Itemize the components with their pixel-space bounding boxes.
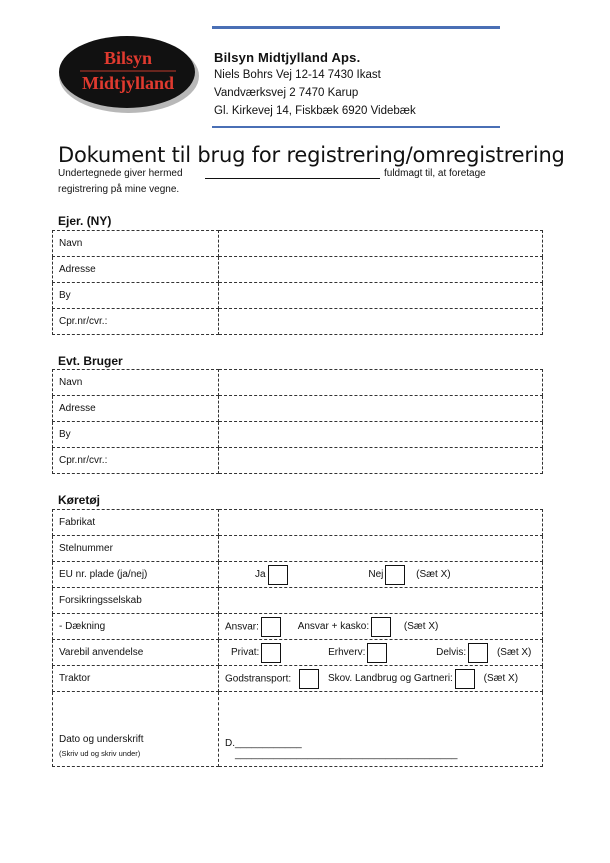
owner-label-address: Adresse bbox=[53, 257, 219, 283]
table-row bbox=[53, 231, 543, 257]
date-signature-label-cell bbox=[53, 692, 219, 767]
address-2: Vandværksvej 2 7470 Karup bbox=[214, 87, 359, 99]
van-business-label: Erhverv: bbox=[328, 647, 366, 659]
coverage-note: (Sæt X) bbox=[403, 621, 439, 633]
table-row bbox=[53, 510, 543, 536]
vehicle-vin-field[interactable] bbox=[219, 536, 543, 562]
company-name: Bilsyn Midtjylland Aps. bbox=[214, 50, 361, 65]
coverage-kasko-checkbox[interactable] bbox=[371, 617, 391, 637]
intro-line2: registrering på mine vegne. bbox=[58, 184, 180, 195]
van-partial-checkbox[interactable] bbox=[468, 643, 488, 663]
date-signature-sub: (Skriv ud og skriv under) bbox=[59, 749, 141, 758]
vehicle-heading: Køretøj bbox=[58, 493, 100, 507]
table-row bbox=[53, 448, 543, 474]
eu-ja-label: Ja bbox=[255, 569, 266, 581]
table-row bbox=[53, 666, 543, 692]
user-city-field[interactable] bbox=[219, 422, 543, 448]
table-row bbox=[53, 640, 543, 666]
user-label-cpr: Cpr.nr/cvr.: bbox=[53, 448, 219, 474]
tractor-transport-label: Godstransport: bbox=[225, 673, 292, 685]
logo-line2: Midtjylland bbox=[81, 73, 175, 93]
coverage-label: - Dækning bbox=[53, 614, 219, 640]
table-row bbox=[53, 257, 543, 283]
owner-heading: Ejer. (NY) bbox=[58, 214, 112, 228]
coverage-ansvar-label: Ansvar: bbox=[225, 621, 259, 633]
vehicle-table bbox=[52, 509, 543, 767]
date-signature-cell bbox=[219, 692, 543, 767]
van-usage-label: Varebil anvendelse bbox=[53, 640, 219, 666]
table-row bbox=[53, 309, 543, 335]
vehicle-label-make: Fabrikat bbox=[53, 510, 219, 536]
user-heading: Evt. Bruger bbox=[58, 354, 123, 368]
van-private-label: Privat: bbox=[231, 647, 260, 659]
eu-plate-label: EU nr. plade (ja/nej) bbox=[53, 562, 219, 588]
table-row bbox=[53, 562, 543, 588]
user-label-city: By bbox=[53, 422, 219, 448]
table-row bbox=[53, 422, 543, 448]
eu-plate-cell bbox=[219, 562, 543, 588]
owner-name-field[interactable] bbox=[219, 231, 543, 257]
van-usage-cell bbox=[219, 640, 543, 666]
van-partial-label: Delvis: bbox=[436, 647, 467, 659]
eu-ja-checkbox[interactable] bbox=[268, 565, 288, 585]
owner-city-field[interactable] bbox=[219, 283, 543, 309]
user-address-field[interactable] bbox=[219, 396, 543, 422]
table-row bbox=[53, 692, 543, 767]
header-rule-bottom bbox=[212, 126, 500, 128]
van-private-checkbox[interactable] bbox=[261, 643, 281, 663]
table-row bbox=[53, 536, 543, 562]
logo-line1: Bilsyn bbox=[103, 48, 153, 68]
van-business-checkbox[interactable] bbox=[367, 643, 387, 663]
intro-line1-post: fuldmagt til, at foretage bbox=[384, 168, 486, 179]
table-row bbox=[53, 396, 543, 422]
tractor-agri-label: Skov. Landbrug og Gartneri: bbox=[327, 673, 453, 685]
owner-address-field[interactable] bbox=[219, 257, 543, 283]
header-rule-top bbox=[212, 26, 500, 29]
date-field[interactable]: D.____________ bbox=[225, 738, 302, 749]
date-signature-label: Dato og underskrift bbox=[59, 734, 144, 745]
insurance-label: Forsikringsselskab bbox=[53, 588, 219, 614]
tractor-label: Traktor bbox=[53, 666, 219, 692]
user-label-name: Navn bbox=[53, 370, 219, 396]
van-note: (Sæt X) bbox=[496, 647, 532, 659]
authorized-name-field[interactable] bbox=[205, 178, 380, 179]
tractor-cell bbox=[219, 666, 543, 692]
table-row bbox=[53, 283, 543, 309]
vehicle-make-field[interactable] bbox=[219, 510, 543, 536]
eu-note: (Sæt X) bbox=[416, 569, 451, 581]
coverage-kasko-label: Ansvar + kasko: bbox=[297, 621, 370, 633]
owner-label-cpr: Cpr.nr/cvr.: bbox=[53, 309, 219, 335]
owner-table bbox=[52, 230, 543, 335]
vehicle-label-vin: Stelnummer bbox=[53, 536, 219, 562]
tractor-note: (Sæt X) bbox=[483, 673, 519, 685]
coverage-ansvar-checkbox[interactable] bbox=[261, 617, 281, 637]
page-title: Dokument til brug for registrering/omregistrering bbox=[58, 143, 565, 167]
owner-cpr-field[interactable] bbox=[219, 309, 543, 335]
table-row bbox=[53, 370, 543, 396]
user-label-address: Adresse bbox=[53, 396, 219, 422]
company-logo bbox=[58, 34, 200, 114]
user-cpr-field[interactable] bbox=[219, 448, 543, 474]
owner-label-name: Navn bbox=[53, 231, 219, 257]
tractor-transport-checkbox[interactable] bbox=[299, 669, 319, 689]
address-1: Niels Bohrs Vej 12-14 7430 Ikast bbox=[214, 69, 381, 81]
user-name-field[interactable] bbox=[219, 370, 543, 396]
tractor-agri-checkbox[interactable] bbox=[455, 669, 475, 689]
address-3: Gl. Kirkevej 14, Fiskbæk 6920 Videbæk bbox=[214, 105, 416, 117]
table-row bbox=[53, 588, 543, 614]
user-table bbox=[52, 369, 543, 474]
owner-label-city: By bbox=[53, 283, 219, 309]
intro-line1-pre: Undertegnede giver hermed bbox=[58, 168, 183, 179]
eu-nej-checkbox[interactable] bbox=[385, 565, 405, 585]
eu-nej-label: Nej bbox=[368, 569, 384, 581]
signature-field[interactable]: ________________________________________ bbox=[235, 749, 458, 760]
table-row bbox=[53, 614, 543, 640]
insurance-field[interactable] bbox=[219, 588, 543, 614]
coverage-cell bbox=[219, 614, 543, 640]
